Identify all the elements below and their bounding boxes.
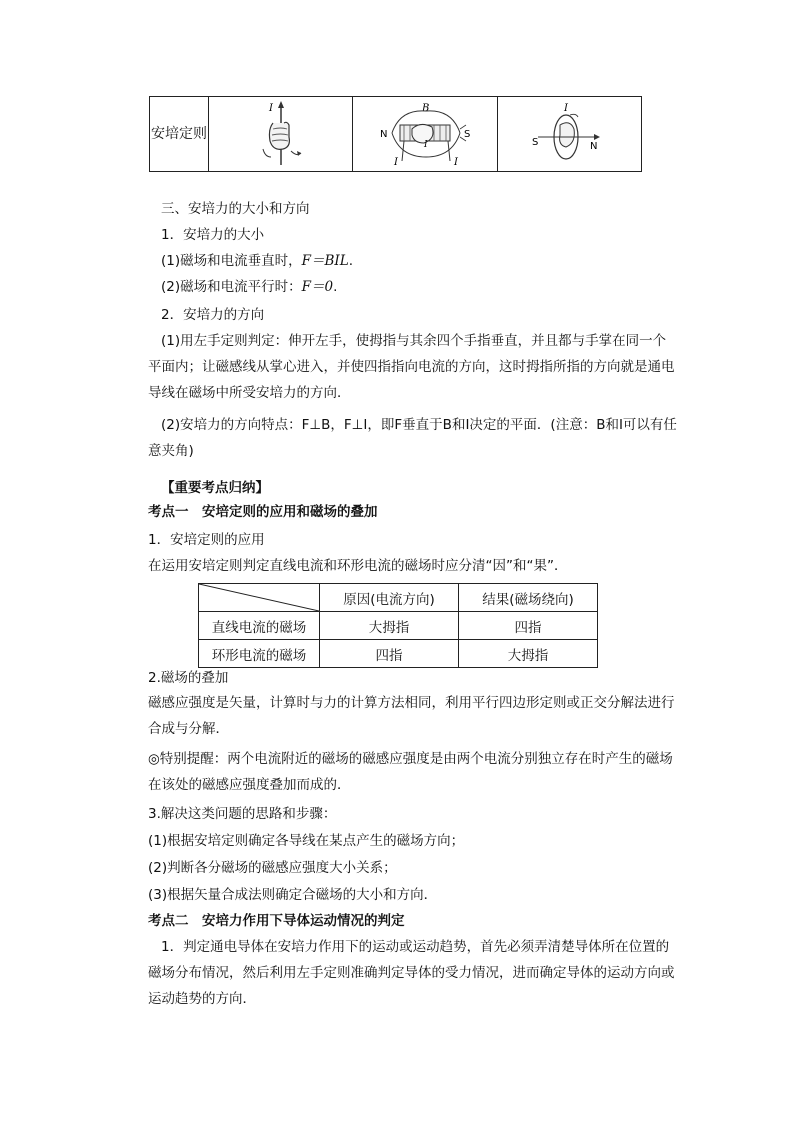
table-header: 原因(电流方向)	[320, 584, 459, 612]
current-loop-hand-figure	[524, 99, 614, 169]
solenoid-hand-figure	[370, 99, 480, 169]
svg-text:I: I	[453, 157, 458, 168]
point1-intro: 在运用安培定则判定直线电流和环形电流的磁场时应分清“因”和“果”．	[148, 558, 568, 574]
svg-text:I: I	[268, 103, 273, 114]
cause-effect-table	[198, 583, 598, 668]
table-cell: 环形电流的磁场	[199, 640, 320, 668]
svg-text:B: B	[421, 103, 430, 114]
section3-heading: 三、安培力的大小和方向	[161, 201, 310, 217]
table-header: 结果(磁场绕向)	[459, 584, 598, 612]
svg-text:I: I	[423, 140, 428, 150]
table-row	[199, 612, 598, 640]
svg-text:N: N	[379, 129, 388, 140]
table-diagonal-cell	[199, 584, 320, 612]
ampere-rule-label: 安培定则	[150, 97, 209, 172]
step-1: (1)根据安培定则确定各导线在某点产生的磁场方向；	[148, 833, 465, 849]
step-3: (3)根据矢量合成法则确定合磁场的大小和方向．	[148, 887, 438, 903]
section3-sub2: 2．安培力的方向	[161, 307, 265, 323]
point1-note: ◎特别提醒：两个电流附近的磁场的磁感应强度是由两个电流分别独立存在时产生的磁场在该处的磁感应强度叠加而成的．	[148, 751, 673, 793]
point1-sub1: 1．安培定则的应用	[148, 532, 265, 548]
section3-sub1: 1．安培力的大小	[161, 227, 265, 243]
svg-text:S: S	[532, 137, 539, 148]
ampere-rule-table	[149, 96, 642, 172]
svg-text:I: I	[564, 103, 569, 114]
table-header-row	[199, 584, 598, 612]
straight-wire-figure-cell	[209, 97, 353, 172]
section3-p1: (1)磁场和电流垂直时，F＝BIL.	[161, 253, 354, 269]
table-row	[199, 640, 598, 668]
solenoid-figure-cell	[353, 97, 497, 172]
table-cell: 大拇指	[459, 640, 598, 668]
summary-heading: 【重要考点归纳】	[161, 480, 269, 496]
table-cell: 直线电流的磁场	[199, 612, 320, 640]
point1-sub2: 2.磁场的叠加	[148, 670, 229, 686]
point2-title: 考点二 安培力作用下导体运动情况的判定	[148, 913, 405, 929]
table-cell: 四指	[459, 612, 598, 640]
svg-text:I: I	[393, 157, 398, 168]
table-cell: 大拇指	[320, 612, 459, 640]
table-cell: 四指	[320, 640, 459, 668]
svg-text:S: S	[463, 129, 471, 140]
step-2: (2)判断各分磁场的磁感应强度大小关系；	[148, 860, 397, 876]
section3-p2: (2)磁场和电流平行时：F＝0.	[161, 279, 338, 295]
point1-text2: 磁感应强度是矢量，计算时与力的计算方法相同，利用平行四边形定则或正交分解法进行合成与分解．	[148, 695, 675, 737]
point1-sub3: 3.解决这类问题的思路和步骤：	[148, 806, 337, 822]
point2-text: 1．判定通电导体在安培力作用下的运动或运动趋势，首先必须弄清楚导体所在位置的磁场分布情况，然后利用左手定则准确判定导体的受力情况，进而确定导体的运动方向或运动趋势的方向．	[148, 939, 675, 1007]
straight-wire-hand-figure	[251, 99, 311, 169]
point1-title: 考点一 安培定则的应用和磁场的叠加	[148, 504, 378, 520]
svg-text:N: N	[590, 141, 598, 152]
section3-p4: (2)安培力的方向特点：F⊥B，F⊥I，即F垂直于B和I决定的平面．(注意：B和I可以有任意夹角)	[148, 417, 677, 459]
section3-p3: (1)用左手定则判定：伸开左手，使拇指与其余四个手指垂直，并且都与手掌在同一个平面内；让磁感线从掌心进入，并使四指指向电流的方向，这时拇指所指的方向就是通电导线在磁场中所受安培力的方向．	[148, 333, 675, 401]
loop-figure-cell	[497, 97, 641, 172]
